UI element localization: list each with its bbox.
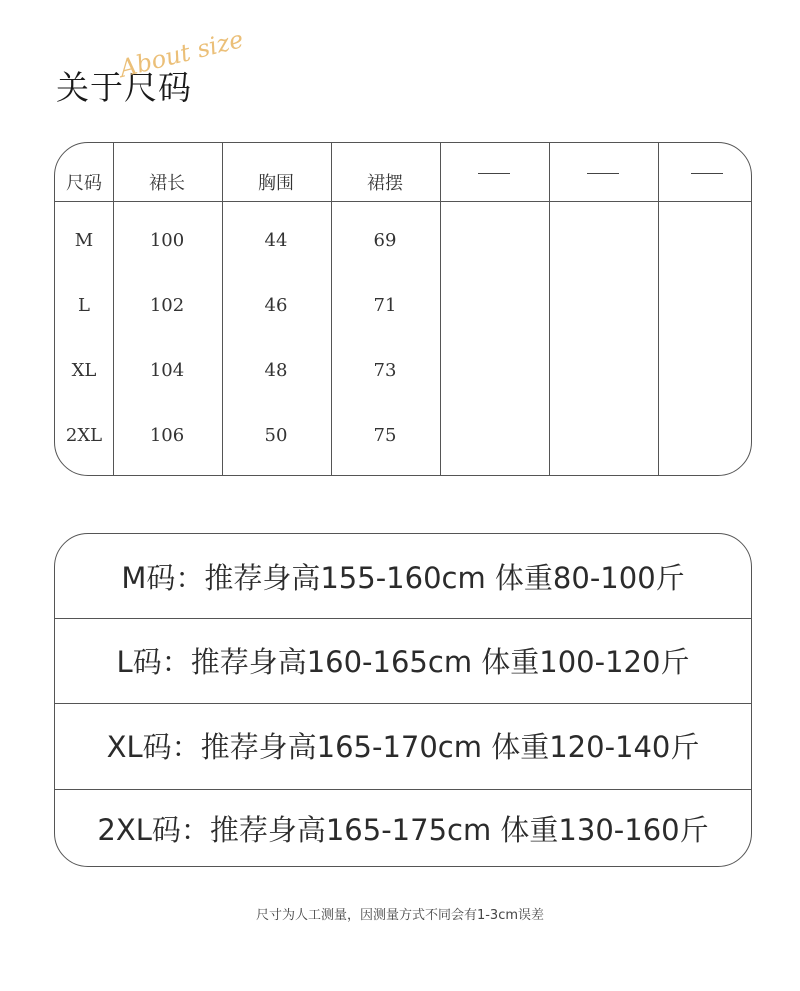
table-cell-size: M (74, 230, 94, 251)
table-cell-bust: 48 (264, 360, 288, 381)
header-empty-dash (478, 173, 510, 174)
column-divider (222, 143, 223, 475)
recommendation-m: M码：推荐身高155-160cm 体重80-100斤 (121, 561, 685, 595)
title-script-decoration: About size (116, 25, 247, 83)
column-divider (331, 143, 332, 475)
column-divider (658, 143, 659, 475)
recommendation-xl: XL码：推荐身高165-170cm 体重120-140斤 (106, 730, 700, 764)
header-bust: 胸围 (258, 173, 294, 194)
header-length: 裙长 (149, 173, 185, 194)
table-cell-bust: 50 (264, 425, 288, 446)
header-empty-dash (587, 173, 619, 174)
table-cell-bust: 46 (264, 295, 288, 316)
header-size: 尺码 (66, 173, 102, 194)
table-cell-size: 2XL (65, 425, 103, 446)
table-cell-length: 106 (149, 425, 185, 446)
table-cell-size: XL (71, 360, 97, 381)
table-cell-length: 100 (149, 230, 185, 251)
header-hem: 裙摆 (367, 173, 403, 194)
recommendation-2xl: 2XL码：推荐身高165-175cm 体重130-160斤 (97, 813, 709, 847)
table-cell-hem: 73 (373, 360, 397, 381)
table-cell-length: 104 (149, 360, 185, 381)
column-divider (440, 143, 441, 475)
measurement-note: 尺寸为人工测量，因测量方式不同会有1-3cm误差 (255, 908, 545, 923)
header-divider (55, 201, 751, 202)
table-cell-hem: 75 (373, 425, 397, 446)
recommendation-l: L码：推荐身高160-165cm 体重100-120斤 (116, 645, 690, 679)
size-table (54, 142, 752, 476)
page-title: 关于尺码 (56, 68, 192, 107)
table-cell-length: 102 (149, 295, 185, 316)
header-empty-dash (691, 173, 723, 174)
column-divider (549, 143, 550, 475)
size-recommendation-box (54, 533, 752, 867)
table-cell-hem: 71 (373, 295, 397, 316)
table-cell-size: L (78, 295, 90, 316)
column-divider (113, 143, 114, 475)
table-cell-hem: 69 (373, 230, 397, 251)
table-cell-bust: 44 (264, 230, 288, 251)
